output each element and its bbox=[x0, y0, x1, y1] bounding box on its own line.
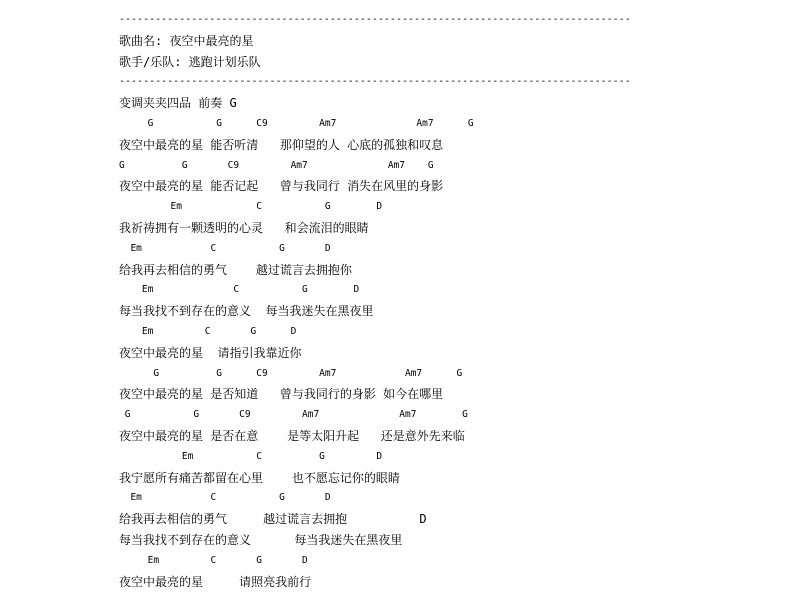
lyric-line: 给我再去相信的勇气 越过谎言去拥抱你 bbox=[119, 262, 352, 277]
chord-sheet bbox=[119, 10, 779, 592]
divider-line: ------------------------------------------------------------------------------------- bbox=[119, 76, 631, 88]
lyric-line: 夜空中最亮的星 能否听清 那仰望的人 心底的孤独和叹息 bbox=[119, 137, 444, 152]
chord-line: Em C G D bbox=[119, 492, 331, 504]
divider-line: ------------------------------------------------------------------------------------- bbox=[119, 14, 631, 25]
chord-line: Em C G D bbox=[119, 242, 331, 254]
song-body bbox=[119, 93, 779, 592]
chord-line: G G C9 Am7 Am7 G bbox=[119, 159, 434, 171]
lyric-line: 夜空中最亮的星 请照亮我前行 bbox=[119, 574, 312, 589]
song-title: 歌曲名: 夜空中最亮的星 bbox=[119, 33, 254, 48]
chord-line: Em C G D bbox=[119, 284, 360, 296]
lyric-line: 变调夹夹四品 前奏 G bbox=[119, 96, 237, 111]
lyric-line: 夜空中最亮的星 请指引我靠近你 bbox=[119, 345, 302, 360]
chord-line: Em C G D bbox=[119, 201, 383, 213]
lyric-line: 我祈祷拥有一颗透明的心灵 和会流泪的眼睛 bbox=[119, 220, 369, 235]
chord-line: G G C9 Am7 Am7 G bbox=[119, 367, 463, 379]
lyric-line: 每当我找不到存在的意义 每当我迷失在黑夜里 bbox=[119, 304, 374, 319]
chord-line: Em C G D bbox=[119, 450, 383, 462]
lyric-line: 给我再去相信的勇气 越过谎言去拥抱 D bbox=[119, 512, 427, 527]
chord-line: Em C G D bbox=[119, 554, 308, 566]
lyric-line: 我宁愿所有痛苦都留在心里 也不愿忘记你的眼睛 bbox=[119, 470, 400, 485]
lyric-line: 夜空中最亮的星 能否记起 曾与我同行 消失在风里的身影 bbox=[119, 179, 444, 194]
lyric-line: 夜空中最亮的星 是否在意 是等太阳升起 还是意外先来临 bbox=[119, 428, 465, 443]
lyric-line: 夜空中最亮的星 是否知道 曾与我同行的身影 如今在哪里 bbox=[119, 387, 444, 402]
chord-line: G G C9 Am7 Am7 G bbox=[119, 117, 474, 129]
lyric-line: 每当我找不到存在的意义 每当我迷失在黑夜里 bbox=[119, 532, 403, 547]
chord-line: Em C G D bbox=[119, 325, 297, 337]
chord-line: G G C9 Am7 Am7 G bbox=[119, 409, 468, 421]
artist-name: 歌手/乐队: 逃跑计划乐队 bbox=[119, 54, 261, 69]
